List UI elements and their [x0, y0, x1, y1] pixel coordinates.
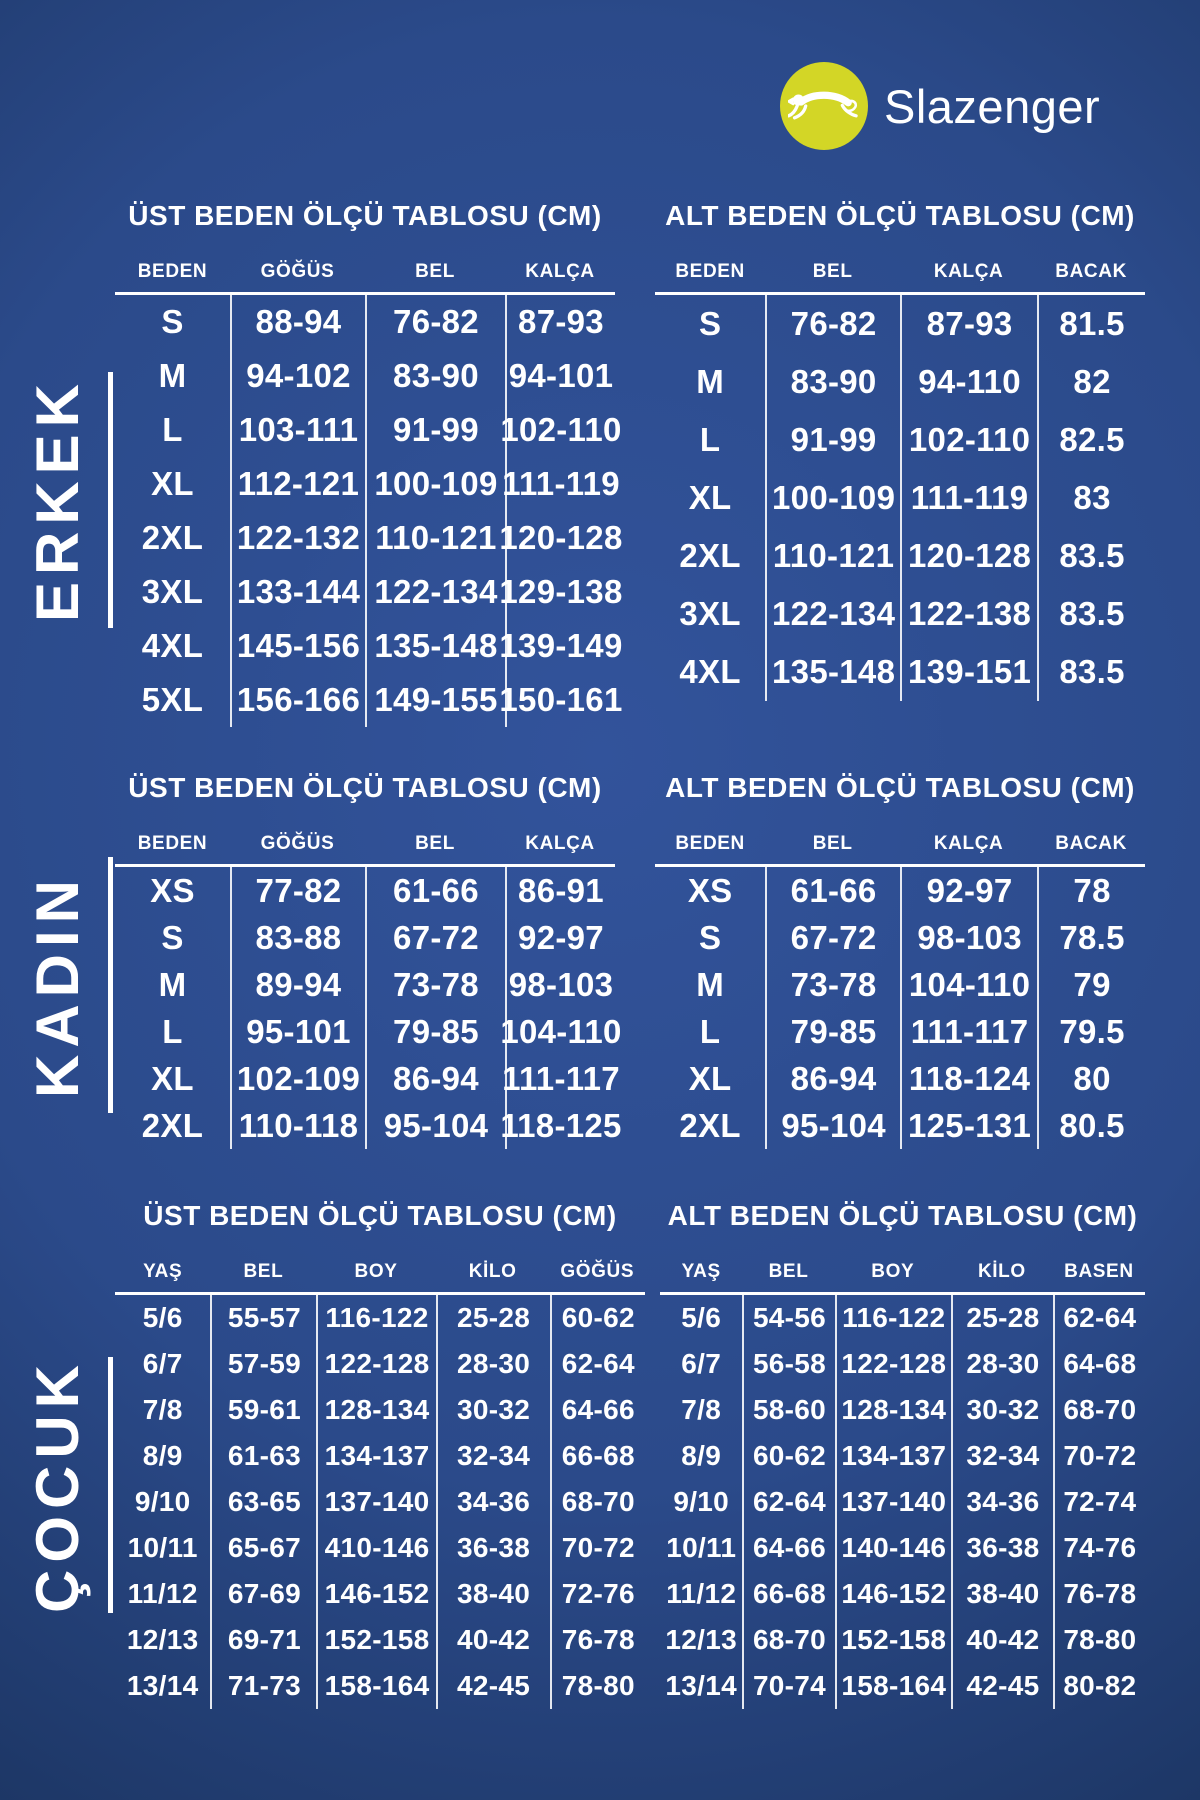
value-cell: 122-138	[900, 585, 1037, 643]
value-cell: 86-94	[765, 1055, 900, 1102]
value-cell: 410-146	[316, 1525, 435, 1571]
section-label-rule	[108, 1357, 113, 1613]
size-cell: 2XL	[141, 1106, 204, 1144]
value-cell: 78.5	[1037, 914, 1145, 961]
value-cell: 86-91	[505, 867, 615, 914]
size-cell: 2XL	[679, 537, 741, 574]
value-cell: 98-103	[505, 961, 615, 1008]
kadin-lower-table	[655, 772, 1145, 1149]
size-cell: 5/6	[142, 1302, 183, 1333]
column-header: KALÇA	[505, 252, 615, 295]
value-cell: 104-110	[505, 1008, 615, 1055]
section-label-text: KADIN	[24, 872, 91, 1098]
value-cell: 128-134	[316, 1387, 435, 1433]
size-cell: 7/8	[142, 1394, 183, 1425]
value-cell: 82	[1037, 353, 1145, 411]
value-cell: 58-60	[742, 1387, 834, 1433]
value-cell: 56-58	[742, 1341, 834, 1387]
value-cell: 91-99	[765, 411, 900, 469]
value-cell: 68-70	[550, 1479, 645, 1525]
value-cell: 55-57	[210, 1295, 316, 1341]
value-cell: 100-109	[365, 457, 505, 511]
size-cell: XS	[687, 871, 733, 909]
size-cell: S	[698, 918, 722, 956]
size-cell: 3XL	[141, 573, 204, 610]
value-cell: 32-34	[436, 1433, 550, 1479]
value-cell: 28-30	[436, 1341, 550, 1387]
value-cell: 158-164	[316, 1663, 435, 1709]
column-header: BEL	[765, 252, 900, 295]
value-cell: 67-72	[765, 914, 900, 961]
brand-logo	[780, 62, 1100, 150]
size-cell: 10/11	[127, 1532, 198, 1563]
value-cell: 76-78	[1053, 1571, 1145, 1617]
size-cell: 2XL	[679, 1106, 741, 1144]
size-cell: XL	[688, 479, 732, 516]
value-cell: 110-121	[365, 511, 505, 565]
size-cell: 6/7	[681, 1348, 722, 1379]
column-header: BOY	[316, 1252, 435, 1295]
value-cell: 150-161	[505, 673, 615, 727]
section-label-rule	[108, 372, 113, 628]
value-cell: 76-82	[765, 295, 900, 353]
value-cell: 122-128	[835, 1341, 951, 1387]
value-cell: 30-32	[436, 1387, 550, 1433]
value-cell: 137-140	[835, 1479, 951, 1525]
value-cell: 81.5	[1037, 295, 1145, 353]
value-cell: 87-93	[505, 295, 615, 349]
size-grid	[655, 824, 1145, 1149]
value-cell: 73-78	[765, 961, 900, 1008]
value-cell: 95-101	[230, 1008, 365, 1055]
size-cell: 7/8	[681, 1394, 722, 1425]
value-cell: 83.5	[1037, 585, 1145, 643]
value-cell: 95-104	[765, 1102, 900, 1149]
value-cell: 74-76	[1053, 1525, 1145, 1571]
value-cell: 91-99	[365, 403, 505, 457]
value-cell: 100-109	[765, 469, 900, 527]
size-cell: 4XL	[679, 653, 741, 690]
value-cell: 94-102	[230, 349, 365, 403]
value-cell: 83	[1037, 469, 1145, 527]
value-cell: 80.5	[1037, 1102, 1145, 1149]
value-cell: 120-128	[505, 511, 615, 565]
size-cell: M	[696, 965, 725, 1003]
value-cell: 80-82	[1053, 1663, 1145, 1709]
column-header: BEL	[765, 824, 900, 867]
size-grid	[115, 252, 623, 727]
value-cell: 146-152	[316, 1571, 435, 1617]
value-cell: 137-140	[316, 1479, 435, 1525]
value-cell: 64-68	[1053, 1341, 1145, 1387]
value-cell: 83-88	[230, 914, 365, 961]
section-label-rule	[108, 857, 113, 1113]
size-cell: S	[161, 918, 184, 956]
value-cell: 69-71	[210, 1617, 316, 1663]
column-header: BOY	[835, 1252, 951, 1295]
table-title: ÜST BEDEN ÖLÇÜ TABLOSU (CM)	[128, 772, 602, 803]
size-cell: M	[158, 965, 187, 1003]
column-header: BEL	[365, 252, 505, 295]
table-title: ALT BEDEN ÖLÇÜ TABLOSU (CM)	[667, 1200, 1138, 1231]
value-cell: 32-34	[951, 1433, 1053, 1479]
value-cell: 116-122	[316, 1295, 435, 1341]
size-cell: XL	[151, 465, 194, 502]
value-cell: 80	[1037, 1055, 1145, 1102]
cocuk-lower-table	[660, 1200, 1145, 1709]
size-cell: 11/12	[666, 1578, 737, 1609]
size-cell: 4XL	[141, 627, 204, 664]
erkek-upper-table	[115, 200, 623, 727]
value-cell: 62-64	[742, 1479, 834, 1525]
size-cell: L	[162, 1012, 183, 1050]
value-cell: 82.5	[1037, 411, 1145, 469]
value-cell: 122-128	[316, 1341, 435, 1387]
value-cell: 70-72	[550, 1525, 645, 1571]
value-cell: 25-28	[436, 1295, 550, 1341]
size-grid	[655, 252, 1145, 701]
value-cell: 110-121	[765, 527, 900, 585]
value-cell: 77-82	[230, 867, 365, 914]
value-cell: 38-40	[436, 1571, 550, 1617]
value-cell: 70-74	[742, 1663, 834, 1709]
column-header: GÖĞÜS	[550, 1252, 645, 1295]
value-cell: 57-59	[210, 1341, 316, 1387]
size-cell: S	[161, 303, 184, 340]
value-cell: 128-134	[835, 1387, 951, 1433]
size-cell: L	[699, 421, 721, 458]
value-cell: 104-110	[900, 961, 1037, 1008]
value-cell: 110-118	[230, 1102, 365, 1149]
value-cell: 42-45	[436, 1663, 550, 1709]
value-cell: 89-94	[230, 961, 365, 1008]
value-cell: 79-85	[765, 1008, 900, 1055]
value-cell: 111-119	[505, 457, 615, 511]
value-cell: 139-151	[900, 643, 1037, 701]
value-cell: 76-78	[550, 1617, 645, 1663]
value-cell: 86-94	[365, 1055, 505, 1102]
value-cell: 134-137	[316, 1433, 435, 1479]
size-cell: 12/13	[665, 1624, 737, 1655]
value-cell: 40-42	[436, 1617, 550, 1663]
value-cell: 92-97	[505, 914, 615, 961]
size-cell: XS	[150, 871, 195, 909]
table-title: ALT BEDEN ÖLÇÜ TABLOSU (CM)	[665, 772, 1135, 803]
value-cell: 98-103	[900, 914, 1037, 961]
value-cell: 25-28	[951, 1295, 1053, 1341]
value-cell: 158-164	[835, 1663, 951, 1709]
value-cell: 36-38	[436, 1525, 550, 1571]
column-header: KİLO	[436, 1252, 550, 1295]
column-header: BASEN	[1053, 1252, 1145, 1295]
column-header: BEL	[742, 1252, 834, 1295]
column-header: BEDEN	[115, 252, 230, 295]
value-cell: 79.5	[1037, 1008, 1145, 1055]
section-label-text: ÇOCUK	[24, 1357, 91, 1613]
value-cell: 102-109	[230, 1055, 365, 1102]
value-cell: 59-61	[210, 1387, 316, 1433]
size-cell: XL	[688, 1059, 732, 1097]
value-cell: 42-45	[951, 1663, 1053, 1709]
value-cell: 71-73	[210, 1663, 316, 1709]
size-cell: M	[696, 363, 725, 400]
size-cell: 13/14	[126, 1670, 199, 1701]
size-cell: 9/10	[134, 1486, 191, 1517]
size-cell: 10/11	[666, 1532, 737, 1563]
value-cell: 54-56	[742, 1295, 834, 1341]
value-cell: 34-36	[436, 1479, 550, 1525]
value-cell: 78-80	[550, 1663, 645, 1709]
value-cell: 118-125	[505, 1102, 615, 1149]
erkek-lower-table	[655, 200, 1145, 701]
value-cell: 36-38	[951, 1525, 1053, 1571]
size-cell: S	[698, 305, 722, 342]
size-cell: 2XL	[141, 519, 204, 556]
value-cell: 135-148	[365, 619, 505, 673]
value-cell: 66-68	[742, 1571, 834, 1617]
value-cell: 111-117	[505, 1055, 615, 1102]
cocuk-upper-table	[115, 1200, 645, 1709]
value-cell: 122-134	[365, 565, 505, 619]
value-cell: 102-110	[505, 403, 615, 457]
value-cell: 152-158	[316, 1617, 435, 1663]
size-cell: L	[699, 1012, 721, 1050]
value-cell: 73-78	[365, 961, 505, 1008]
column-header: GÖĞÜS	[230, 824, 365, 867]
value-cell: 122-132	[230, 511, 365, 565]
size-grid	[115, 824, 622, 1149]
value-cell: 94-110	[900, 353, 1037, 411]
value-cell: 95-104	[365, 1102, 505, 1149]
value-cell: 61-66	[365, 867, 505, 914]
value-cell: 62-64	[1053, 1295, 1145, 1341]
size-cell: 13/14	[665, 1670, 737, 1701]
value-cell: 79-85	[365, 1008, 505, 1055]
column-header: BEL	[365, 824, 505, 867]
value-cell: 61-63	[210, 1433, 316, 1479]
column-header: GÖĞÜS	[230, 252, 365, 295]
value-cell: 122-134	[765, 585, 900, 643]
value-cell: 64-66	[550, 1387, 645, 1433]
column-header: KALÇA	[505, 824, 615, 867]
value-cell: 60-62	[550, 1295, 645, 1341]
size-cell: 8/9	[681, 1440, 722, 1471]
value-cell: 145-156	[230, 619, 365, 673]
column-header: BACAK	[1037, 252, 1145, 295]
column-header: KALÇA	[900, 252, 1037, 295]
value-cell: 28-30	[951, 1341, 1053, 1387]
value-cell: 61-66	[765, 867, 900, 914]
value-cell: 64-66	[742, 1525, 834, 1571]
value-cell: 134-137	[835, 1433, 951, 1479]
value-cell: 94-101	[505, 349, 615, 403]
value-cell: 70-72	[1053, 1433, 1145, 1479]
value-cell: 88-94	[230, 295, 365, 349]
value-cell: 79	[1037, 961, 1145, 1008]
column-header: BEDEN	[655, 824, 765, 867]
value-cell: 83.5	[1037, 643, 1145, 701]
size-cell: 5XL	[141, 681, 204, 718]
value-cell: 139-149	[505, 619, 615, 673]
value-cell: 118-124	[900, 1055, 1037, 1102]
size-cell: 12/13	[126, 1624, 199, 1655]
value-cell: 60-62	[742, 1433, 834, 1479]
value-cell: 92-97	[900, 867, 1037, 914]
value-cell: 63-65	[210, 1479, 316, 1525]
size-cell: M	[158, 357, 187, 394]
value-cell: 87-93	[900, 295, 1037, 353]
table-title: ÜST BEDEN ÖLÇÜ TABLOSU (CM)	[128, 200, 602, 231]
value-cell: 111-119	[900, 469, 1037, 527]
value-cell: 156-166	[230, 673, 365, 727]
value-cell: 78-80	[1053, 1617, 1145, 1663]
size-grid	[660, 1252, 1145, 1709]
value-cell: 116-122	[835, 1295, 951, 1341]
column-header: KALÇA	[900, 824, 1037, 867]
value-cell: 83-90	[365, 349, 505, 403]
size-cell: 8/9	[142, 1440, 183, 1471]
value-cell: 112-121	[230, 457, 365, 511]
value-cell: 103-111	[230, 403, 365, 457]
column-header: KİLO	[951, 1252, 1053, 1295]
value-cell: 102-110	[900, 411, 1037, 469]
value-cell: 65-67	[210, 1525, 316, 1571]
brand-name: Slazenger	[884, 79, 1101, 133]
value-cell: 83.5	[1037, 527, 1145, 585]
value-cell: 66-68	[550, 1433, 645, 1479]
size-cell: 6/7	[142, 1348, 183, 1379]
table-title: ALT BEDEN ÖLÇÜ TABLOSU (CM)	[665, 200, 1135, 231]
size-cell: 9/10	[673, 1486, 730, 1517]
column-header: YAŞ	[115, 1252, 210, 1295]
table-title: ÜST BEDEN ÖLÇÜ TABLOSU (CM)	[143, 1200, 617, 1231]
value-cell: 76-82	[365, 295, 505, 349]
value-cell: 140-146	[835, 1525, 951, 1571]
value-cell: 120-128	[900, 527, 1037, 585]
column-header: BEDEN	[655, 252, 765, 295]
value-cell: 152-158	[835, 1617, 951, 1663]
column-header: BACAK	[1037, 824, 1145, 867]
value-cell: 68-70	[742, 1617, 834, 1663]
column-header: BEDEN	[115, 824, 230, 867]
value-cell: 67-69	[210, 1571, 316, 1617]
size-cell: XL	[151, 1059, 194, 1097]
value-cell: 83-90	[765, 353, 900, 411]
value-cell: 78	[1037, 867, 1145, 914]
value-cell: 133-144	[230, 565, 365, 619]
value-cell: 125-131	[900, 1102, 1037, 1149]
value-cell: 149-155	[365, 673, 505, 727]
value-cell: 135-148	[765, 643, 900, 701]
value-cell: 129-138	[505, 565, 615, 619]
section-label-text: ERKEK	[24, 377, 91, 623]
size-cell: L	[162, 411, 183, 448]
value-cell: 68-70	[1053, 1387, 1145, 1433]
value-cell: 62-64	[550, 1341, 645, 1387]
column-header: YAŞ	[660, 1252, 742, 1295]
kadin-upper-table	[115, 772, 622, 1149]
size-cell: 11/12	[127, 1578, 198, 1609]
value-cell: 146-152	[835, 1571, 951, 1617]
size-cell: 3XL	[679, 595, 741, 632]
value-cell: 72-74	[1053, 1479, 1145, 1525]
value-cell: 30-32	[951, 1387, 1053, 1433]
size-grid	[115, 1252, 645, 1709]
value-cell: 111-117	[900, 1008, 1037, 1055]
value-cell: 34-36	[951, 1479, 1053, 1525]
column-header: BEL	[210, 1252, 316, 1295]
value-cell: 40-42	[951, 1617, 1053, 1663]
value-cell: 38-40	[951, 1571, 1053, 1617]
value-cell: 67-72	[365, 914, 505, 961]
size-cell: 5/6	[681, 1302, 722, 1333]
value-cell: 72-76	[550, 1571, 645, 1617]
slazenger-panther-icon	[780, 62, 868, 150]
